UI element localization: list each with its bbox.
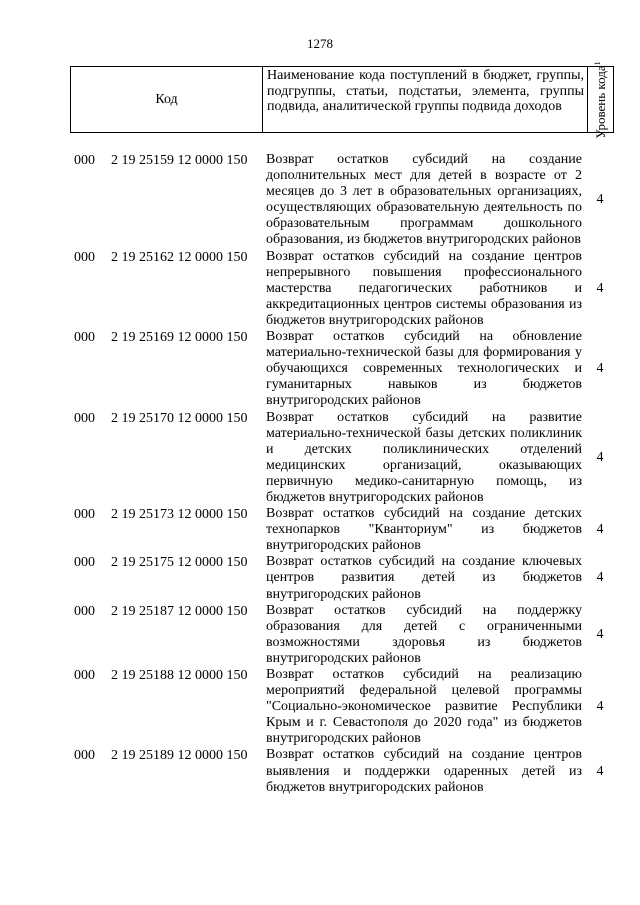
revenue-name: Возврат остатков субсидий на создание центров выявления и поддержки одаренных детей из бюджетов внутригородских районов — [266, 747, 582, 795]
header-name-column: Наименование кода поступлений в бюджет, группы, подгруппы, статьи, подстатьи, элемента, группы подвида, аналитической группы подвида доходов — [267, 68, 584, 114]
revenue-name: Возврат остатков субсидий на создание центров непрерывного повышения профессионального мастерства педагогических работников и аккредитационных центров системы образования из бюджетов внутригородских районов — [266, 248, 582, 328]
revenue-code: 2 19 25175 12 0000 150 — [111, 555, 248, 571]
code-level: 4 — [596, 570, 604, 586]
footnote-marker: 1 — [592, 60, 602, 65]
code-level: 4 — [596, 192, 604, 208]
table-row — [0, 329, 640, 409]
revenue-name: Возврат остатков субсидий на создание ключевых центров развития детей из бюджетов внутригородских районов — [266, 554, 582, 602]
table-row — [0, 152, 640, 249]
revenue-name: Возврат остатков субсидий на создание дополнительных мест для детей в возрасте от 2 месяцев до 3 лет в образовательных организациях, осуществляющих образовательную деятельность по образовательным программам дошкольного образования, из бюджетов внутригородских районов — [266, 152, 582, 248]
header-code-column: Код — [71, 67, 263, 132]
admin-code: 000 — [74, 153, 95, 168]
admin-code: 000 — [74, 249, 95, 265]
table-row — [0, 603, 640, 667]
revenue-code: 2 19 25162 12 0000 150 — [111, 249, 248, 265]
admin-code: 000 — [74, 668, 95, 683]
revenue-name: Возврат остатков субсидий на поддержку образования для детей с ограниченными возможностями здоровья из бюджетов внутригородских районов — [266, 602, 582, 666]
revenue-code: 2 19 25173 12 0000 150 — [111, 507, 248, 523]
revenue-code: 2 19 25188 12 0000 150 — [111, 668, 248, 683]
table-row — [0, 747, 640, 795]
table-row — [0, 249, 640, 329]
code-level: 4 — [596, 522, 604, 538]
admin-code: 000 — [74, 330, 95, 346]
revenue-name: Возврат остатков субсидий на создание детских технопарков "Кванториум" из бюджетов внутригородских районов — [266, 506, 582, 554]
revenue-code: 2 19 25187 12 0000 150 — [111, 603, 248, 619]
revenue-code: 2 19 25159 12 0000 150 — [111, 153, 248, 168]
table-row — [0, 667, 640, 747]
table-row — [0, 410, 640, 507]
table-header — [70, 60, 614, 139]
admin-code: 000 — [74, 555, 95, 571]
code-level: 4 — [596, 699, 604, 715]
code-level: 4 — [596, 626, 604, 642]
revenue-code: 2 19 25169 12 0000 150 — [111, 330, 248, 346]
code-level: 4 — [596, 763, 604, 779]
table-row — [0, 554, 640, 602]
code-level: 4 — [596, 361, 604, 377]
code-level: 4 — [596, 280, 604, 296]
table-row — [0, 506, 640, 554]
page-number: 1278 — [307, 36, 333, 51]
header-level-column — [587, 60, 613, 139]
admin-code: 000 — [74, 603, 95, 619]
admin-code: 000 — [74, 748, 95, 764]
revenue-name: Возврат остатков субсидий на реализацию мероприятий федеральной целевой программы "Социально-экономическое развитие Республики Крым и г. Севастополя до 2020 года" из бюджетов внутригородских районов — [266, 667, 582, 747]
revenue-name: Возврат остатков субсидий на развитие материально-технической базы детских поликлиник и детских поликлинических отделений медицинских организаций, оказывающих первичную медико-санитарную помощь, из бюджетов внутригородских районов — [266, 409, 582, 505]
table-body — [0, 152, 640, 796]
revenue-code: 2 19 25170 12 0000 150 — [111, 410, 248, 426]
revenue-name: Возврат остатков субсидий на обновление материально-технической базы для формирования у обучающихся современных технологических и гуманитарных навыков из бюджетов внутригородских районов — [266, 329, 582, 409]
admin-code: 000 — [74, 507, 95, 523]
revenue-code: 2 19 25189 12 0000 150 — [111, 748, 248, 764]
admin-code: 000 — [74, 410, 95, 426]
header-level-label: Уровень кода$^1$ — [592, 60, 608, 139]
code-level: 4 — [596, 449, 604, 465]
